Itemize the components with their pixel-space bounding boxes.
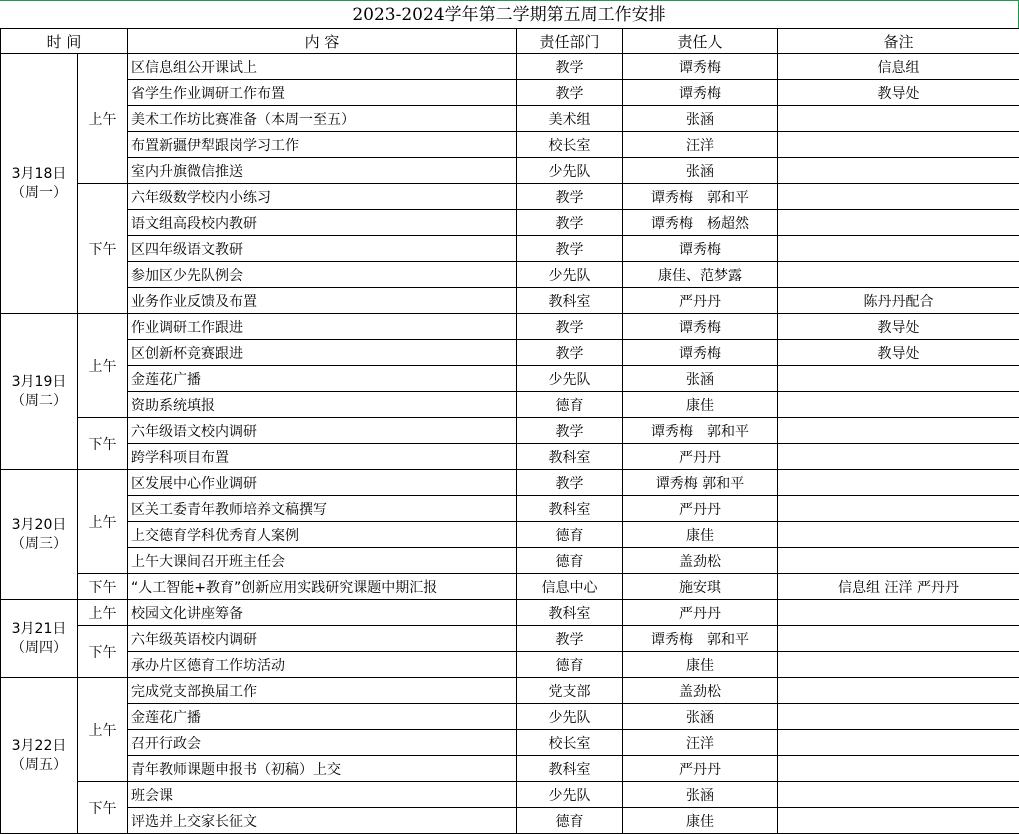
content-cell: 美术工作坊比赛准备（本周一至五） — [128, 106, 517, 132]
note-cell — [778, 210, 1019, 236]
note-cell: 教导处 — [778, 340, 1019, 366]
dept-cell: 少先队 — [517, 158, 623, 184]
person-cell: 康佳 — [623, 522, 778, 548]
dept-cell: 少先队 — [517, 782, 623, 808]
table-row — [1, 80, 1019, 106]
table-row — [1, 470, 1019, 496]
day-cell — [1, 470, 78, 600]
day-weekday: （周五） — [1, 756, 77, 775]
note-cell: 信息组 — [778, 54, 1019, 80]
content-cell: 作业调研工作跟进 — [128, 314, 517, 340]
content-cell: 布置新疆伊犁跟岗学习工作 — [128, 132, 517, 158]
header-time: 时 间 — [1, 29, 128, 54]
table-row — [1, 522, 1019, 548]
note-cell — [778, 600, 1019, 626]
header-dept: 责任部门 — [517, 29, 623, 54]
content-cell: 上交德育学科优秀育人案例 — [128, 522, 517, 548]
note-cell: 教导处 — [778, 80, 1019, 106]
note-cell — [778, 808, 1019, 834]
person-cell: 谭秀梅 郭和平 — [623, 470, 778, 496]
period-cell: 上午 — [78, 678, 128, 782]
content-cell: 语文组高段校内教研 — [128, 210, 517, 236]
content-cell: 参加区少先队例会 — [128, 262, 517, 288]
dept-cell: 教学 — [517, 418, 623, 444]
day-weekday: （周二） — [1, 392, 77, 411]
table-row — [1, 366, 1019, 392]
table-row — [1, 548, 1019, 574]
person-cell: 张涵 — [623, 782, 778, 808]
person-cell: 严丹丹 — [623, 444, 778, 470]
content-cell: 校园文化讲座筹备 — [128, 600, 517, 626]
content-cell: 区信息组公开课试上 — [128, 54, 517, 80]
note-cell — [778, 262, 1019, 288]
content-cell: 室内升旗微信推送 — [128, 158, 517, 184]
dept-cell: 教学 — [517, 340, 623, 366]
day-cell — [1, 314, 78, 470]
dept-cell: 德育 — [517, 392, 623, 418]
note-cell — [778, 522, 1019, 548]
header-person: 责任人 — [623, 29, 778, 54]
content-cell: 跨学科项目布置 — [128, 444, 517, 470]
note-cell — [778, 626, 1019, 652]
header-row — [1, 29, 1019, 54]
table-row — [1, 756, 1019, 782]
person-cell: 严丹丹 — [623, 756, 778, 782]
content-cell: 区四年级语文教研 — [128, 236, 517, 262]
content-cell: 六年级语文校内调研 — [128, 418, 517, 444]
dept-cell: 教学 — [517, 184, 623, 210]
table-row — [1, 314, 1019, 340]
person-cell: 谭秀梅 郭和平 — [623, 626, 778, 652]
note-cell — [778, 236, 1019, 262]
table-row — [1, 444, 1019, 470]
schedule-table — [0, 28, 1019, 834]
person-cell: 汪洋 — [623, 132, 778, 158]
table-row — [1, 574, 1019, 600]
dept-cell: 少先队 — [517, 704, 623, 730]
dept-cell: 教科室 — [517, 288, 623, 314]
person-cell: 谭秀梅 — [623, 340, 778, 366]
person-cell: 汪洋 — [623, 730, 778, 756]
note-cell — [778, 548, 1019, 574]
person-cell: 严丹丹 — [623, 600, 778, 626]
dept-cell: 教科室 — [517, 756, 623, 782]
table-row — [1, 652, 1019, 678]
day-cell — [1, 54, 78, 314]
note-cell — [778, 184, 1019, 210]
table-row — [1, 392, 1019, 418]
dept-cell: 教科室 — [517, 600, 623, 626]
person-cell: 盖劲松 — [623, 548, 778, 574]
dept-cell: 教学 — [517, 470, 623, 496]
day-date: 3月20日 — [1, 516, 77, 535]
note-cell — [778, 158, 1019, 184]
note-cell: 信息组 汪洋 严丹丹 — [778, 574, 1019, 600]
content-cell: 班会课 — [128, 782, 517, 808]
table-row — [1, 678, 1019, 704]
header-content: 内 容 — [128, 29, 517, 54]
day-date: 3月22日 — [1, 737, 77, 756]
table-row — [1, 210, 1019, 236]
dept-cell: 教学 — [517, 80, 623, 106]
day-weekday: （周三） — [1, 535, 77, 554]
day-weekday: （周一） — [1, 184, 77, 203]
table-row — [1, 704, 1019, 730]
dept-cell: 教学 — [517, 236, 623, 262]
person-cell: 康佳 — [623, 808, 778, 834]
table-row — [1, 158, 1019, 184]
content-cell: 区发展中心作业调研 — [128, 470, 517, 496]
person-cell: 张涵 — [623, 106, 778, 132]
content-cell: 完成党支部换届工作 — [128, 678, 517, 704]
note-cell — [778, 418, 1019, 444]
table-row — [1, 132, 1019, 158]
dept-cell: 校长室 — [517, 132, 623, 158]
content-cell: 金莲花广播 — [128, 366, 517, 392]
person-cell: 康佳、范梦露 — [623, 262, 778, 288]
dept-cell: 教科室 — [517, 444, 623, 470]
content-cell: 六年级数学校内小练习 — [128, 184, 517, 210]
person-cell: 张涵 — [623, 158, 778, 184]
content-cell: 资助系统填报 — [128, 392, 517, 418]
note-cell — [778, 652, 1019, 678]
person-cell: 谭秀梅 郭和平 — [623, 418, 778, 444]
dept-cell: 信息中心 — [517, 574, 623, 600]
dept-cell: 教学 — [517, 314, 623, 340]
content-cell: 青年教师课题申报书（初稿）上交 — [128, 756, 517, 782]
note-cell — [778, 392, 1019, 418]
period-cell: 下午 — [78, 574, 128, 600]
person-cell: 康佳 — [623, 652, 778, 678]
dept-cell: 教科室 — [517, 496, 623, 522]
person-cell: 谭秀梅 — [623, 54, 778, 80]
content-cell: 评选并上交家长征文 — [128, 808, 517, 834]
period-cell: 下午 — [78, 418, 128, 470]
table-row — [1, 106, 1019, 132]
dept-cell: 德育 — [517, 522, 623, 548]
person-cell: 康佳 — [623, 392, 778, 418]
content-cell: 区关工委青年教师培养文稿撰写 — [128, 496, 517, 522]
content-cell: “人工智能+教育”创新应用实践研究课题中期汇报 — [128, 574, 517, 600]
content-cell: 业务作业反馈及布置 — [128, 288, 517, 314]
note-cell: 教导处 — [778, 314, 1019, 340]
note-cell — [778, 366, 1019, 392]
table-row — [1, 730, 1019, 756]
dept-cell: 党支部 — [517, 678, 623, 704]
person-cell: 谭秀梅 — [623, 80, 778, 106]
table-row — [1, 418, 1019, 444]
day-date: 3月21日 — [1, 620, 77, 639]
dept-cell: 德育 — [517, 548, 623, 574]
note-cell — [778, 782, 1019, 808]
table-row — [1, 782, 1019, 808]
table-row — [1, 288, 1019, 314]
dept-cell: 教学 — [517, 626, 623, 652]
table-row — [1, 54, 1019, 80]
day-date: 3月18日 — [1, 165, 77, 184]
table-row — [1, 600, 1019, 626]
person-cell: 张涵 — [623, 704, 778, 730]
day-date: 3月19日 — [1, 373, 77, 392]
page-title: 2023-2024学年第二学期第五周工作安排 — [0, 0, 1019, 28]
table-row — [1, 340, 1019, 366]
period-cell: 下午 — [78, 782, 128, 834]
content-cell: 上午大课间召开班主任会 — [128, 548, 517, 574]
day-weekday: （周四） — [1, 639, 77, 658]
note-cell — [778, 678, 1019, 704]
person-cell: 严丹丹 — [623, 496, 778, 522]
person-cell: 盖劲松 — [623, 678, 778, 704]
person-cell: 严丹丹 — [623, 288, 778, 314]
dept-cell: 德育 — [517, 808, 623, 834]
person-cell: 谭秀梅 — [623, 314, 778, 340]
dept-cell: 校长室 — [517, 730, 623, 756]
person-cell: 张涵 — [623, 366, 778, 392]
note-cell — [778, 730, 1019, 756]
period-cell: 上午 — [78, 314, 128, 418]
note-cell — [778, 444, 1019, 470]
content-cell: 承办片区德育工作坊活动 — [128, 652, 517, 678]
table-row — [1, 626, 1019, 652]
dept-cell: 教学 — [517, 210, 623, 236]
day-cell — [1, 600, 78, 678]
table-row — [1, 184, 1019, 210]
period-cell: 上午 — [78, 600, 128, 626]
period-cell: 上午 — [78, 470, 128, 574]
note-cell — [778, 132, 1019, 158]
note-cell — [778, 756, 1019, 782]
day-cell — [1, 678, 78, 834]
content-cell: 召开行政会 — [128, 730, 517, 756]
period-cell: 上午 — [78, 54, 128, 184]
content-cell: 省学生作业调研工作布置 — [128, 80, 517, 106]
period-cell: 下午 — [78, 184, 128, 314]
person-cell: 谭秀梅 杨超然 — [623, 210, 778, 236]
header-note: 备注 — [778, 29, 1019, 54]
content-cell: 金莲花广播 — [128, 704, 517, 730]
table-row — [1, 236, 1019, 262]
note-cell: 陈丹丹配合 — [778, 288, 1019, 314]
note-cell — [778, 704, 1019, 730]
note-cell — [778, 496, 1019, 522]
dept-cell: 德育 — [517, 652, 623, 678]
person-cell: 施安琪 — [623, 574, 778, 600]
content-cell: 六年级英语校内调研 — [128, 626, 517, 652]
note-cell — [778, 106, 1019, 132]
person-cell: 谭秀梅 郭和平 — [623, 184, 778, 210]
table-row — [1, 808, 1019, 834]
note-cell — [778, 470, 1019, 496]
table-row — [1, 496, 1019, 522]
dept-cell: 少先队 — [517, 262, 623, 288]
dept-cell: 教学 — [517, 54, 623, 80]
person-cell: 谭秀梅 — [623, 236, 778, 262]
content-cell: 区创新杯竞赛跟进 — [128, 340, 517, 366]
dept-cell: 美术组 — [517, 106, 623, 132]
period-cell: 下午 — [78, 626, 128, 678]
dept-cell: 少先队 — [517, 366, 623, 392]
table-row — [1, 262, 1019, 288]
